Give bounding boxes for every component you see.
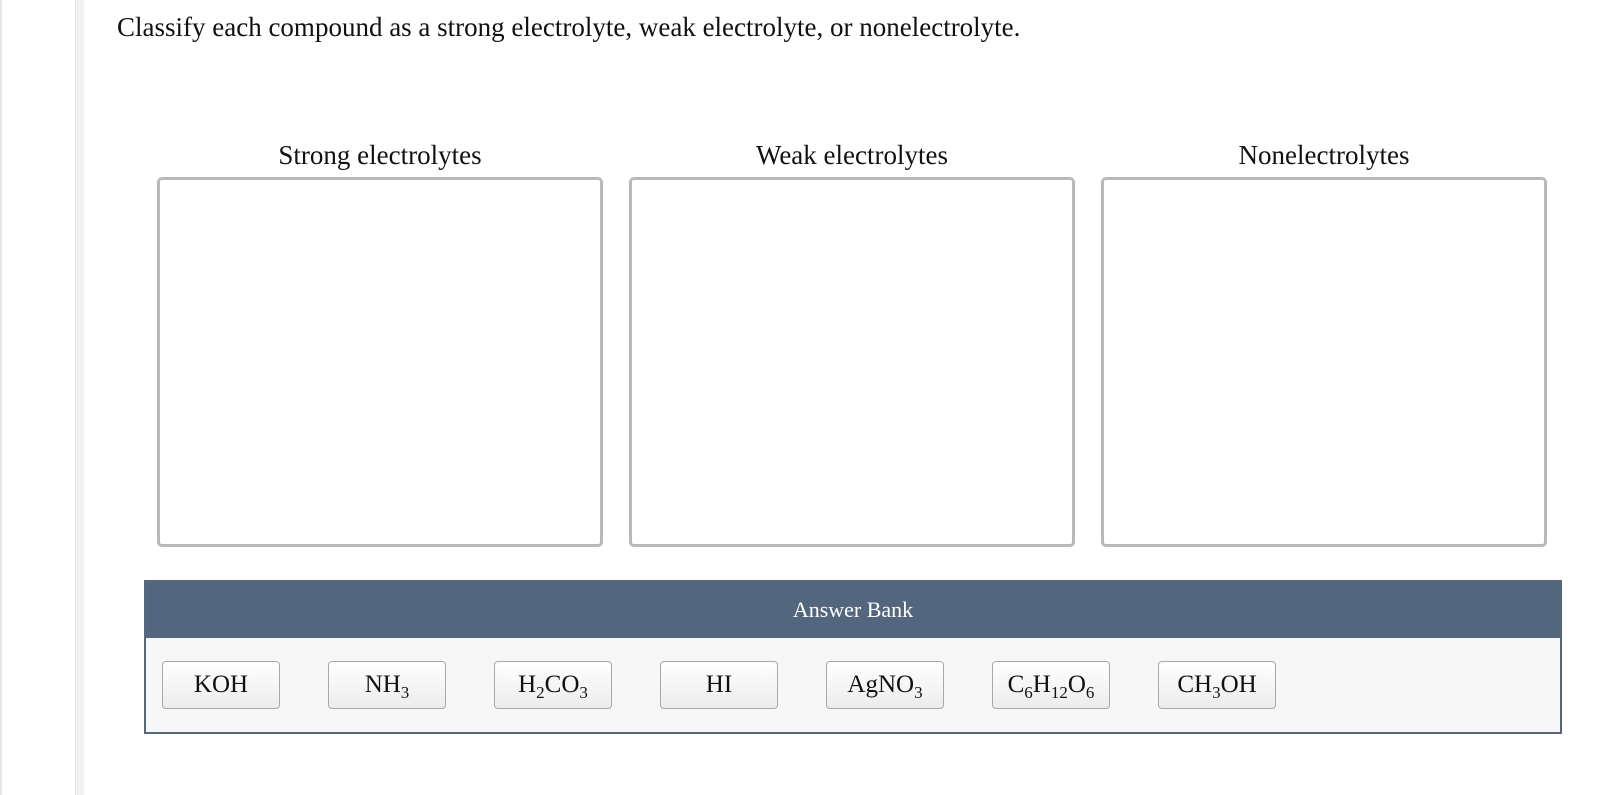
bin-title-strong: Strong electrolytes <box>278 140 482 170</box>
formula-text: H <box>1032 671 1051 698</box>
formula-text: O <box>1067 671 1086 698</box>
formula-text: C <box>1007 671 1025 698</box>
formula-text: HI <box>705 671 733 698</box>
formula-text: KOH <box>193 671 249 698</box>
formula-text: AgNO <box>847 671 915 698</box>
compound-chip-hi[interactable] <box>660 661 778 709</box>
compound-chip-nh3[interactable] <box>328 661 446 709</box>
compound-chip-h2co3[interactable] <box>494 661 612 709</box>
formula-text: OH <box>1220 671 1257 698</box>
bin-title-non: Nonelectrolytes <box>1238 140 1410 170</box>
drop-zone-strong[interactable] <box>157 177 603 547</box>
question-text: Classify each compound as a strong electrolyte, weak electrolyte, or nonelectrolyte. <box>117 12 1021 42</box>
compound-chip-koh[interactable] <box>162 661 280 709</box>
bin-title-weak: Weak electrolytes <box>756 140 948 170</box>
formula-subscript: 2 <box>536 683 545 702</box>
formula-text: H <box>518 671 537 698</box>
formula-subscript: 3 <box>400 683 410 702</box>
formula-subscript: 6 <box>1085 683 1095 702</box>
answer-bank <box>144 580 1562 734</box>
formula-text: CO <box>544 671 580 698</box>
drop-zone-non[interactable] <box>1101 177 1547 547</box>
formula-subscript: 3 <box>579 683 588 702</box>
formula-text: NH <box>364 671 401 698</box>
bin-strong-electrolytes <box>157 138 603 176</box>
formula-subscript: 12 <box>1050 683 1068 702</box>
drop-zone-weak[interactable] <box>629 177 1075 547</box>
answer-bank-title: Answer Bank <box>146 582 1560 638</box>
bin-weak-electrolytes <box>629 138 1075 176</box>
left-rail <box>0 0 84 795</box>
compound-chip-ch3oh[interactable] <box>1158 661 1276 709</box>
compound-chip-agno3[interactable] <box>826 661 944 709</box>
compound-chip-c6h12o6[interactable] <box>992 661 1110 709</box>
bin-nonelectrolytes <box>1101 138 1547 176</box>
formula-subscript: 6 <box>1024 683 1033 702</box>
formula-subscript: 3 <box>914 683 923 702</box>
formula-subscript: 3 <box>1212 683 1221 702</box>
formula-text: CH <box>1177 671 1213 698</box>
